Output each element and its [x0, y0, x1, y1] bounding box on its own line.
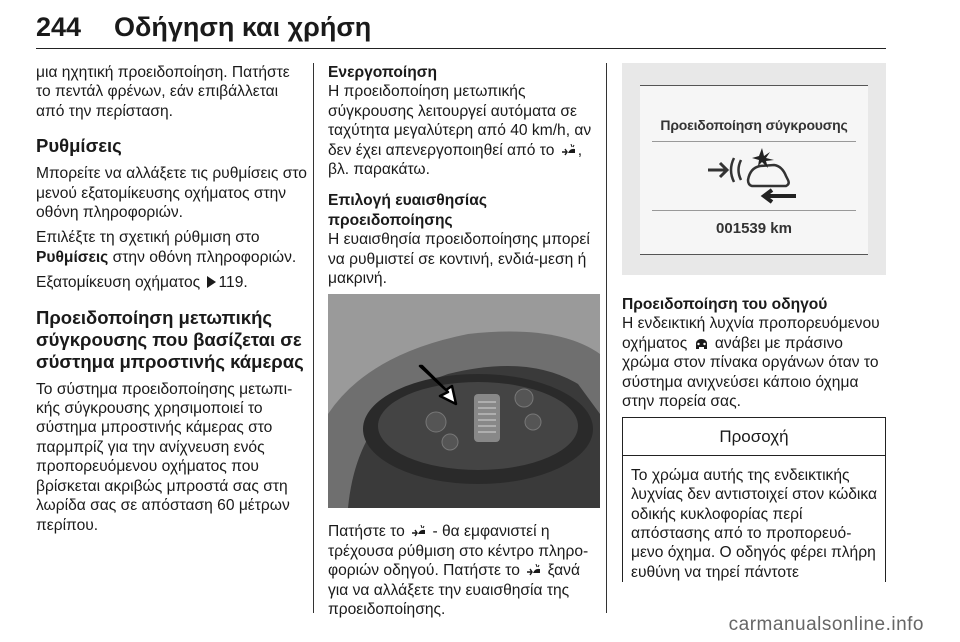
display-heading: Προειδοποίηση σύγκρουσης: [652, 116, 856, 142]
collision-alert-button-icon: [411, 525, 426, 537]
press-button-paragraph: [328, 522, 600, 619]
text: Εξατομίκευση οχήματος: [36, 274, 201, 292]
collision-alert-button-icon: [561, 144, 576, 156]
intro-paragraph: μια ηχητική προειδοποίηση. Πατήστε το πεντάλ φρένων, εάν επιβάλλεται από την περίσταση.: [36, 64, 290, 120]
settings-paragraph: Μπορείτε να αλλάξετε τις ρυθμίσεις στο μενού εξατομίκευσης οχήματος στην οθόνη πληροφοριών.: [36, 165, 307, 222]
steering-wheel-photo: [328, 294, 600, 508]
caution-box: [622, 417, 886, 582]
text: - θα εμφανιστεί η τρέχουσα ρύθμιση στο κέντρο πληρο-φοριών οδηγού. Πατήστε το: [328, 523, 589, 580]
text: Επιλέξτε τη σχετική ρύθμιση στο: [36, 229, 260, 247]
text: Η ενδεικτική λυχνία προπορευόμενου οχήματος: [622, 315, 880, 352]
column-divider: [313, 63, 314, 613]
watermark: carmanualsonline.info: [728, 614, 924, 635]
steering-wheel-illustration: [328, 294, 600, 508]
column-middle: [328, 63, 600, 626]
activation-heading: Ενεργοποίηση: [328, 64, 437, 81]
odometer-readout: 001539 km: [652, 210, 856, 238]
activation-paragraph: [328, 82, 600, 179]
sensitivity-heading: Επιλογή ευαισθησίας προειδοποίησης: [328, 192, 487, 229]
caution-title: Προσοχή: [623, 418, 885, 455]
text: ανάβει με πράσινο χρώμα στον πίνακα οργάνων όταν το σύστημα ανιχνεύσει κάποιο όχημα στην πορεία σας.: [622, 334, 879, 411]
settings-menu-label: Ρυθμίσεις: [36, 248, 109, 266]
instrument-display-illustration: [622, 63, 886, 275]
column-divider: [606, 63, 607, 613]
page-title: Οδήγηση και χρήση: [114, 12, 372, 42]
text: στην οθόνη πληροφοριών.: [108, 248, 297, 266]
caution-body: Το χρώμα αυτής της ενδεικτικής λυχνίας δεν αντιστοιχεί στον κώδικα οδικής κυκλοφορίας περί απόστασης από το προπορευό-μενο όχημα. Ο οδηγός φέρει πλήρη ευθύνη να τηρεί πάντοτε: [631, 466, 878, 581]
camera-warning-heading: Προειδοποίηση μετωπικής σύγκρουσης που βασίζεται σε σύστημα μπροστινής κάμερας: [36, 306, 304, 372]
collision-warning-icon: [704, 146, 804, 206]
text: ξανά για να αλλάξετε την ευαισθησία της προειδοποίησης.: [328, 562, 580, 619]
display-screen: [640, 85, 868, 255]
driver-warning-heading: Προειδοποίηση του οδηγού: [622, 296, 828, 313]
column-right: [622, 63, 886, 582]
page-number: 244: [36, 12, 82, 42]
settings-select-paragraph: [36, 228, 308, 267]
text: Η προειδοποίηση μετωπικής σύγκρουσης λειτουργεί αυτόματα σε ταχύτητα μεγαλύτερη από 40 km/h, αν δεν έχει απενεργοποιηθεί από το: [328, 83, 592, 159]
page-reference-arrow-icon: [207, 276, 216, 288]
collision-alert-button-icon: [526, 564, 541, 576]
cross-reference: [36, 273, 308, 292]
text: Πατήστε το: [328, 523, 410, 541]
driver-warning-paragraph: [622, 314, 886, 411]
settings-heading: Ρυθμίσεις: [36, 135, 122, 157]
camera-warning-paragraph: Το σύστημα προειδοποίησης μετωπι-κής σύγκρουσης χρησιμοποιεί το σύστημα μπροστινής κάμερας στο παρμπρίζ για την ανίχνευση ενός προπορευόμενου οχήματος που βρίσκεται ακριβώς μπροστά σας στη λωρίδα σας σε απόσταση 60 μέτρων περίπου.: [36, 380, 293, 534]
sensitivity-paragraph: Η ευαισθησία προειδοποίησης μπορεί να ρυθμιστεί σε κοντινή, ενδιά-μεση ή μακρινή.: [328, 231, 590, 288]
vehicle-ahead-indicator-icon: [694, 337, 709, 349]
text: , βλ. παρακάτω.: [328, 141, 583, 179]
reference-page: 119.: [218, 274, 248, 292]
column-left: [36, 63, 308, 541]
page-header: [36, 10, 886, 49]
